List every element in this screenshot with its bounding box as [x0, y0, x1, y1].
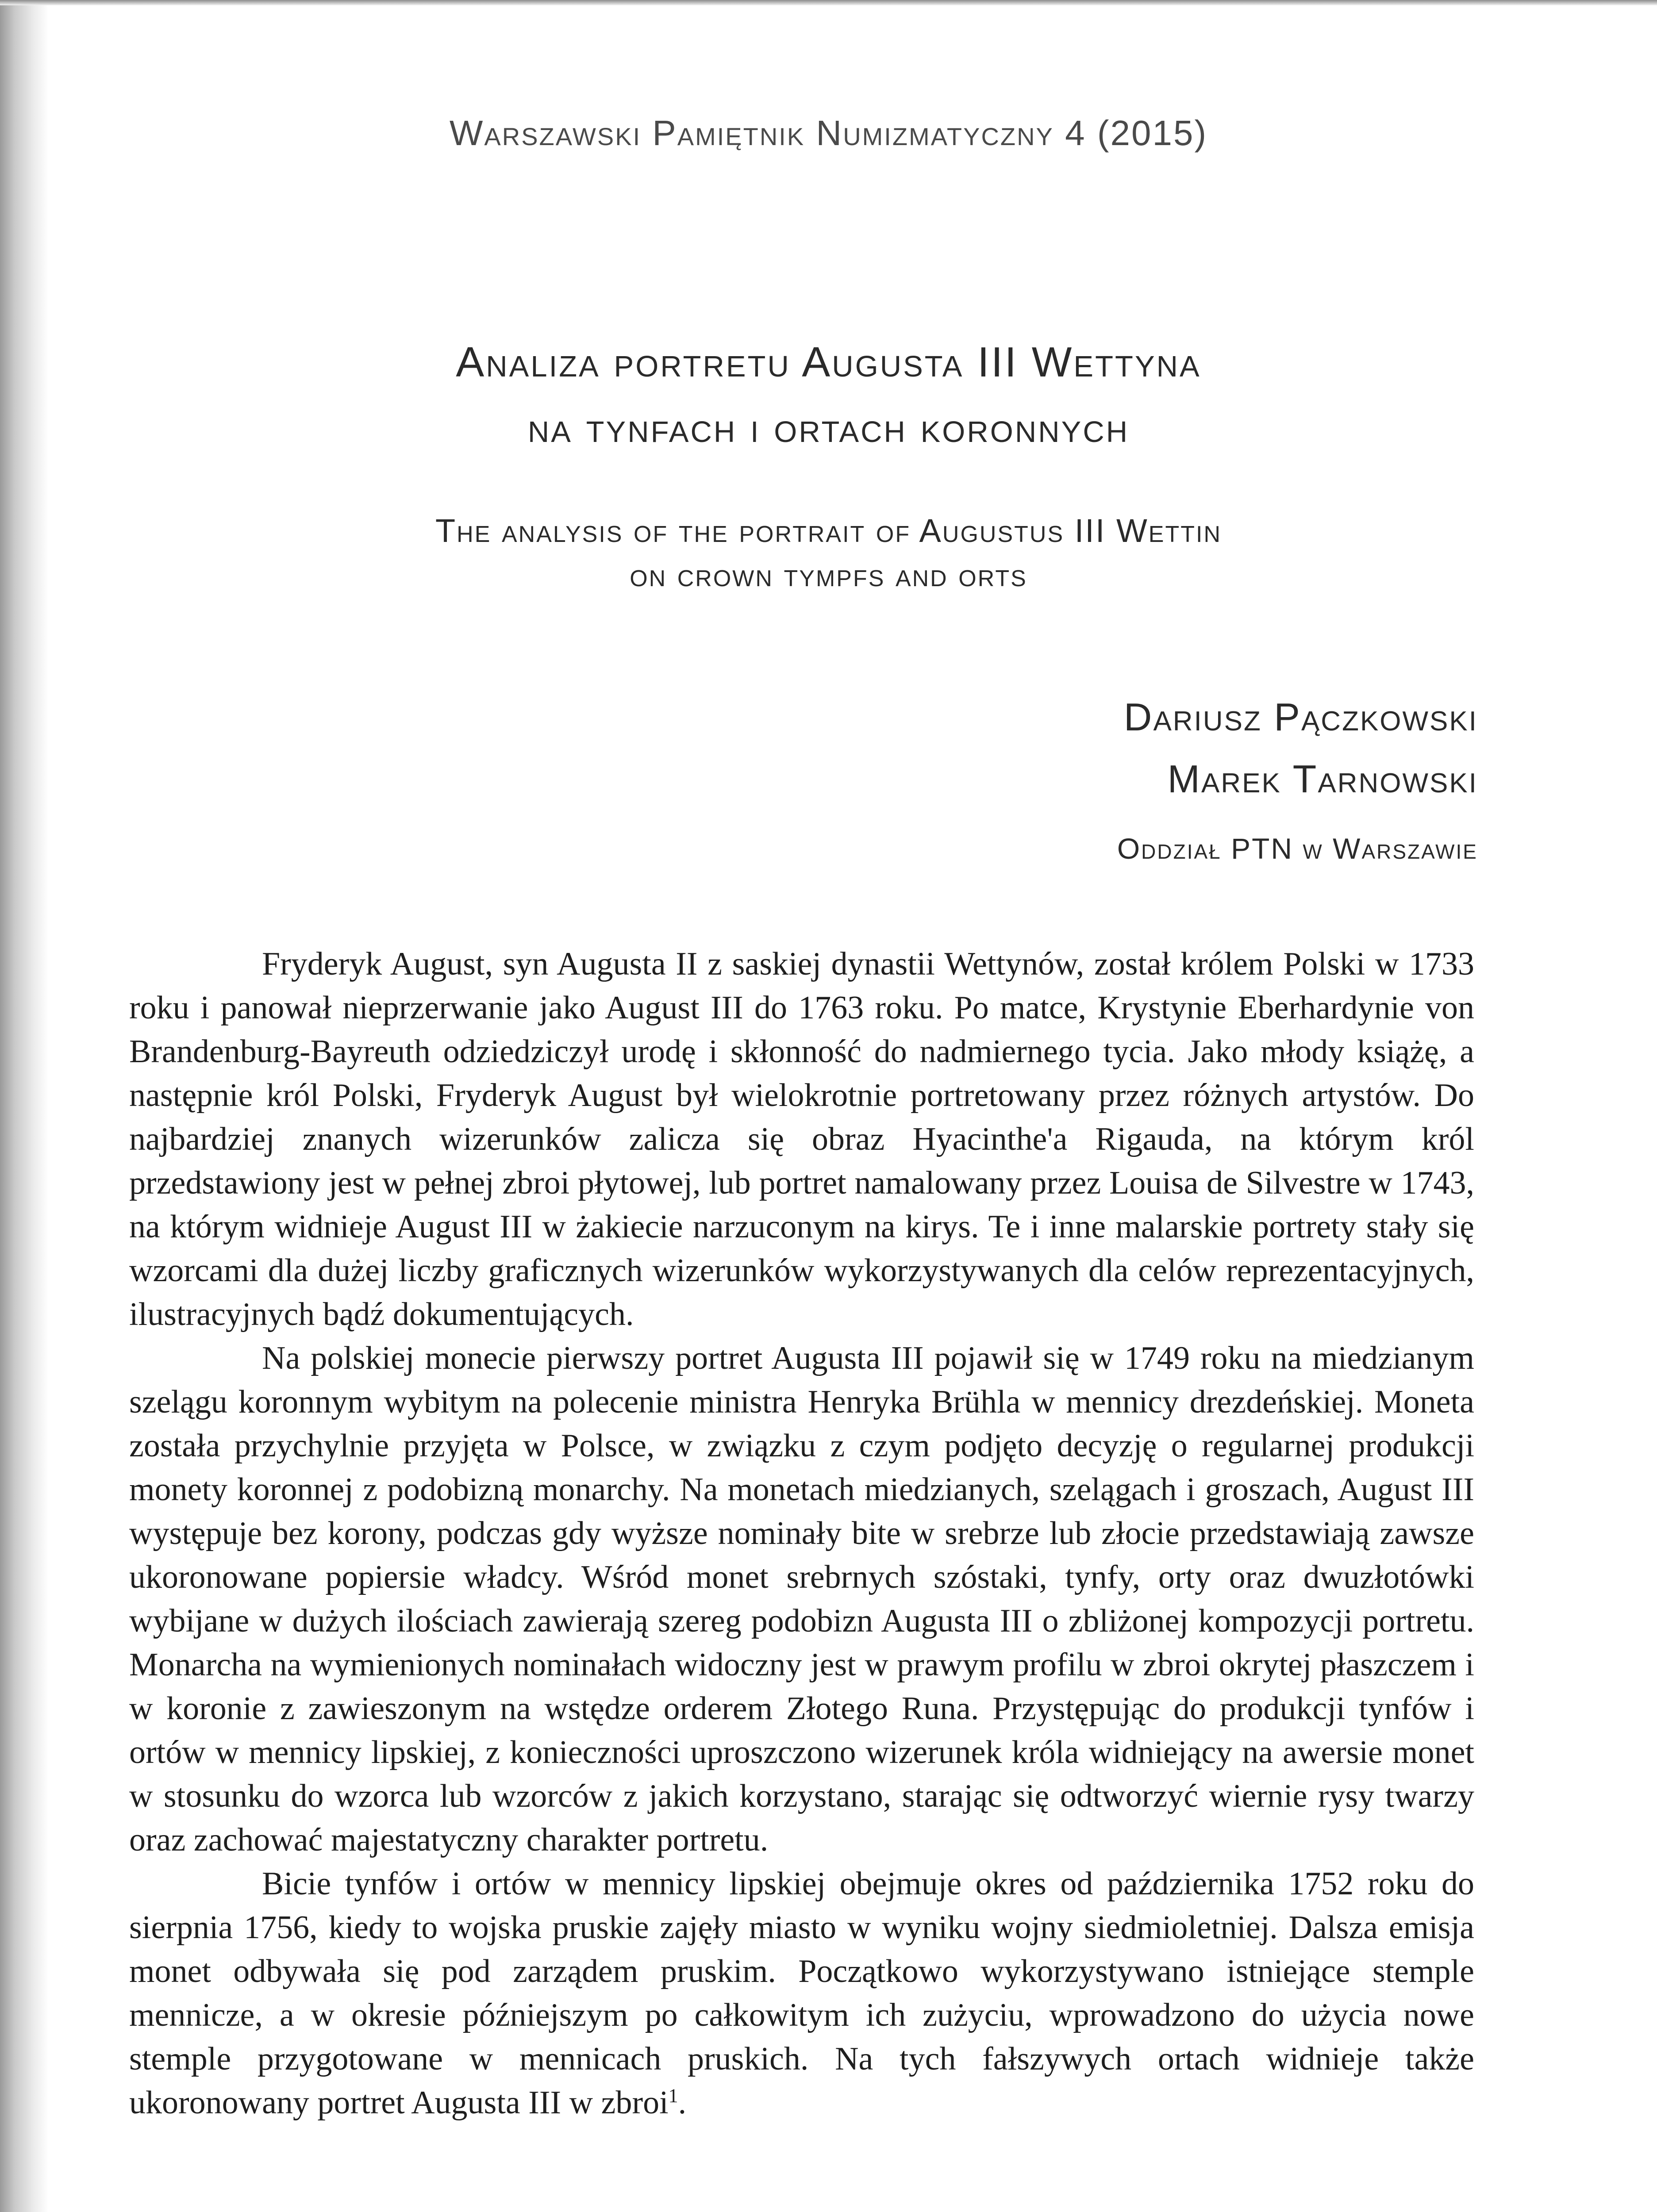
- author-2: Marek Tarnowski: [1167, 757, 1478, 801]
- footnote-reference[interactable]: 1: [668, 2085, 678, 2107]
- title-pl-line-1: Analiza portretu Augusta III Wettyna: [456, 338, 1201, 386]
- article-body: [129, 942, 1474, 2125]
- running-header: Warszawski Pamiętnik Numizmatyczny 4 (2015): [449, 113, 1208, 153]
- title-pl-line-2: na tynfach i ortach koronnych: [527, 404, 1130, 451]
- paragraph-3: [129, 1862, 1474, 2125]
- article-title-english: [0, 509, 1657, 597]
- paragraph-3-end: .: [678, 2085, 687, 2121]
- paragraph-3-text: Bicie tynfów i ortów w mennicy lipskiej obejmuje okres od października 1752 roku do sierpnia 1756, kiedy to wojska pruskie zajęły miasto w wyniku wojny siedmioletniej. Dalsza emisja monet odbywała się pod zarządem pruskim. Początkowo wykorzystywano istniejące stemple mennicze, a w okresie późniejszym po całkowitym ich zużyciu, wprowadzono do użycia nowe stemple przygotowane w mennicach pruskich. Na tych fałszywych ortach widnieje także ukoronowany portret Augusta III w zbroi: [129, 1866, 1474, 2121]
- paragraph-1: Fryderyk August, syn Augusta II z saskiej dynastii Wettynów, został królem Polski w 1733 roku i panował nieprzerwanie jako August III do 1763 roku. Po matce, Krystynie Eberhardynie von Brandenburg-Bayreuth odziedziczył urodę i skłonność do nadmiernego tycia. Jako młody książę, a następnie król Polski, Fryderyk August był wielokrotnie portretowany przez różnych artystów. Do najbardziej znanych wizerunków zalicza się obraz Hyacinthe'a Rigauda, na którym król przedstawiony jest w pełnej zbroi płytowej, lub portret namalowany przez Louisa de Silvestre w 1743, na którym widnieje August III w żakiecie narzuconym na kirys. Te i inne malarskie portrety stały się wzorcami dla dużej liczby graficznych wizerunków wykorzystywanych dla celów reprezentacyjnych, ilustracyjnych bądź dokumentujących.: [129, 946, 1474, 1333]
- title-en-line-2: on crown tympfs and orts: [630, 557, 1027, 593]
- title-en-line-1: The analysis of the portrait of Augustus III Wettin: [435, 512, 1222, 549]
- article-title-polish: [0, 330, 1657, 461]
- paragraph-2: Na polskiej monecie pierwszy portret Augusta III pojawił się w 1749 roku na miedzianym szelągu koronnym wybitym na polecenie ministra Henryka Brühla w mennicy drezdeńskiej. Moneta została przychylnie przyjęta w Polsce, w związku z czym podjęto decyzję o regularnej produkcji monety koronnej z podobizną monarchy. Na monetach miedzianych, szelągach i groszach, August III występuje bez korony, podczas gdy wyższe nominały bite w srebrze lub złocie przedstawiają zawsze ukoronowane popiersie władcy. Wśród monet srebrnych szóstaki, tynfy, orty oraz dwuzłotówki wybijane w dużych ilościach zawierają szereg podobizn Augusta III o zbliżonej kompozycji portretu. Monarcha na wymienionych nominałach widoczny jest w prawym profilu w zbroi okrytej płaszczem i w koronie z zawieszonym na wstędze orderem Złotego Runa. Przystępując do produkcji tynfów i ortów w mennicy lipskiej, z konieczności uproszczono wizerunek króla widniejący na awersie monet w stosunku do wzorca lub wzorców z jakich korzystano, starając się odtworzyć wiernie rysy twarzy oraz zachować majestatyczny charakter portretu.: [129, 1340, 1474, 1858]
- author-1: Dariusz Pączkowski: [1123, 695, 1478, 739]
- author-affiliation: Oddział PTN w Warszawie: [1117, 832, 1478, 865]
